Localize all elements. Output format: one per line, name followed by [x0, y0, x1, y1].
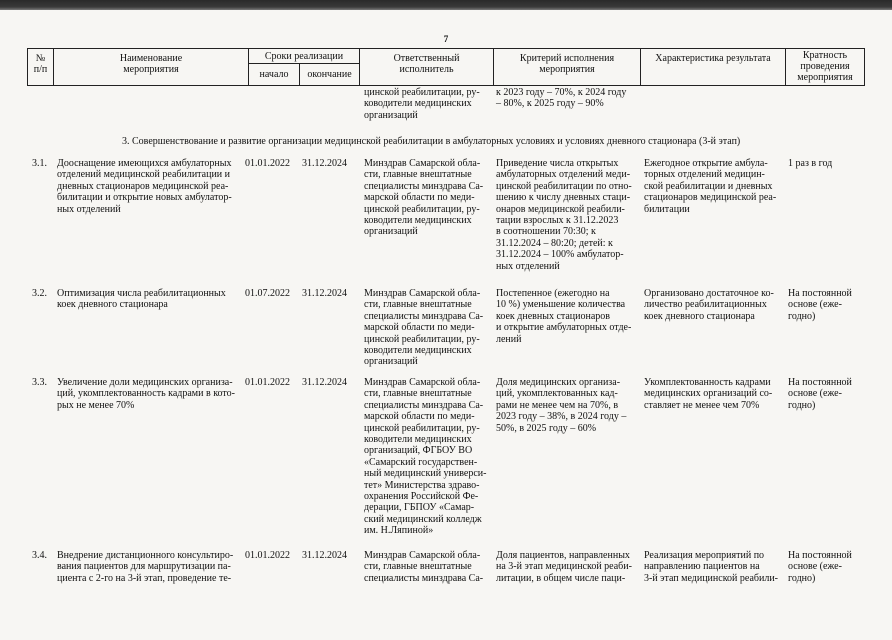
row-4-result-line: Реализация мероприятий по — [644, 550, 765, 561]
row-1-responsible-line: Минздрав Самарской обла- — [364, 158, 481, 169]
page-number: 7 — [443, 34, 449, 44]
row-1-responsible-line: ководители медицинских — [364, 215, 472, 227]
row-2-criterion-line: лений — [496, 333, 522, 345]
header-num: № п/п — [27, 48, 54, 86]
row-3-responsible-line: ский медицинский колледж — [364, 513, 482, 525]
header-terms: Сроки реализации — [248, 48, 360, 64]
row-4-responsible-line: специалисты минздрава Са- — [364, 572, 484, 584]
row-3-responsible — [364, 377, 492, 537]
row-4-name-line: циента с 2-го на 3-й этап, проведение те- — [57, 572, 232, 584]
row-4-name-line: Внедрение дистанционного консультиро- — [57, 550, 234, 561]
row-3-num — [32, 377, 54, 388]
section-title: 3. Совершенствование и развитие организации медицинской реабилитации в амбулаторных условиях и условиях дневного стационара (3-й этап) — [122, 136, 741, 147]
header-responsible: Ответственный исполнитель — [359, 48, 494, 86]
header-criterion: Критерий исполнения мероприятия — [493, 48, 641, 86]
row-2-name-line: коек дневного стационара — [57, 299, 168, 311]
row-4-responsible-line: Минздрав Самарской обла- — [364, 550, 481, 561]
row-1-criterion — [496, 158, 640, 272]
row-2-name — [57, 288, 245, 311]
row-3-frequency-line: основе (еже- — [788, 388, 842, 400]
row-1-criterion-line: 31.12.2024 – 100% амбулатор- — [496, 249, 624, 261]
row-1-start-line: 01.01.2022 — [245, 158, 290, 169]
header-frequency: Кратность проведения мероприятия — [785, 48, 865, 86]
row-2-criterion-line: Постепенное (ежегодно на — [496, 288, 610, 299]
row-3-criterion-line: 2023 году – 38%, в 2024 году – — [496, 411, 627, 423]
row-1-responsible-line: специалисты минздрава Са- — [364, 180, 484, 192]
row-1-num-line: 3.1. — [32, 158, 47, 169]
row-2-result — [644, 288, 784, 322]
row-4-end-line: 31.12.2024 — [302, 550, 347, 561]
carryover-criterion: к 2023 году – 70%, к 2024 году – 80%, к 2025 году – 90% — [496, 87, 627, 110]
row-2-responsible-line: Минздрав Самарской обла- — [364, 288, 481, 299]
row-1-responsible-line: марской области по меди- — [364, 192, 475, 204]
row-3-name-line: Увеличение доли медицинских организа- — [57, 377, 233, 388]
row-4-name — [57, 550, 245, 584]
row-1-end-line: 31.12.2024 — [302, 158, 347, 169]
row-2-result-line: Организовано достаточное ко- — [644, 288, 774, 299]
row-1-result-line: торных отделений медицин- — [644, 169, 765, 181]
row-4-responsible — [364, 550, 492, 584]
row-1-start — [245, 158, 297, 169]
row-1-frequency-line: 1 раз в год — [788, 158, 833, 169]
row-1-name — [57, 158, 245, 215]
carryover-responsible: цинской реабилитации, ру- ководители медицинских организаций — [364, 87, 480, 121]
header-end: окончание — [299, 63, 360, 86]
row-3-result-line: Укомплектованность кадрами — [644, 377, 771, 388]
header-start: начало — [248, 63, 300, 86]
row-1-name-line: Дооснащение имеющихся амбулаторных — [57, 158, 232, 169]
row-1-result — [644, 158, 784, 215]
row-4-start-line: 01.01.2022 — [245, 550, 290, 561]
row-3-responsible-line: тет» Министерства здраво- — [364, 479, 480, 491]
row-3-frequency — [788, 377, 862, 411]
row-3-responsible-line: организаций, ФГБОУ ВО — [364, 445, 473, 457]
row-1-result-line: билитации — [644, 203, 690, 215]
scan-edge — [0, 0, 892, 10]
row-2-criterion-line: 10 %) уменьшение количества — [496, 299, 626, 311]
row-3-responsible-line: ководители медицинских — [364, 434, 472, 446]
row-3-responsible-line: сти, главные внештатные — [364, 388, 472, 400]
row-4-frequency-line: На постоянной — [788, 550, 852, 561]
row-1-criterion-line: ных отделений — [496, 260, 560, 272]
row-1-name-line: отделений медицинской реабилитации и — [57, 169, 231, 181]
row-3-name — [57, 377, 245, 411]
row-2-responsible-line: организаций — [364, 356, 418, 368]
row-4-name-line: вания пациентов для маршрутизации па- — [57, 561, 231, 573]
row-4-frequency-line: годно) — [788, 572, 816, 584]
header-name: Наименование мероприятия — [53, 48, 249, 86]
row-1-end — [302, 158, 358, 169]
row-3-num-line: 3.3. — [32, 377, 47, 388]
row-1-responsible-line: сти, главные внештатные — [364, 169, 472, 181]
row-1-result-line: Ежегодное открытие амбула- — [644, 158, 768, 169]
row-3-responsible-line: «Самарский государствен- — [364, 456, 478, 468]
row-2-criterion-line: коек дневных стационаров — [496, 310, 611, 322]
row-4-criterion-line: Доля пациентов, направленных — [496, 550, 630, 561]
row-4-criterion-line: на 3-й этап медицинской реаби- — [496, 561, 632, 573]
row-3-criterion-line: ций, укомплектованных кад- — [496, 388, 618, 400]
row-3-responsible-line: им. Н.Ляпиной» — [364, 525, 434, 537]
row-1-criterion-line: амбулаторных отделений меди- — [496, 169, 631, 181]
row-1-responsible-line: организаций — [364, 226, 418, 238]
row-4-frequency-line: основе (еже- — [788, 561, 842, 573]
row-3-start-line: 01.01.2022 — [245, 377, 290, 388]
row-2-responsible-line: цинской реабилитации, ру- — [364, 333, 480, 345]
row-2-end — [302, 288, 358, 299]
row-3-criterion-line: рами не менее чем на 70%, в — [496, 399, 619, 411]
row-3-criterion-line: Доля медицинских организа- — [496, 377, 621, 388]
row-1-criterion-line: 31.12.2024 – 80:20; детей: к — [496, 237, 613, 249]
row-1-criterion-line: Приведение числа открытых — [496, 158, 619, 169]
row-2-num-line: 3.2. — [32, 288, 47, 299]
row-3-responsible-line: марской области по меди- — [364, 411, 475, 423]
row-2-frequency — [788, 288, 862, 322]
row-3-criterion-line: 50%, в 2025 году – 60% — [496, 422, 597, 434]
row-4-responsible-line: сти, главные внештатные — [364, 561, 472, 573]
row-1-result-line: ской реабилитации и дневных — [644, 180, 773, 192]
row-2-num — [32, 288, 54, 299]
row-4-start — [245, 550, 297, 561]
row-1-criterion-line: онаров медицинской реабили- — [496, 203, 625, 215]
row-4-num-line: 3.4. — [32, 550, 47, 561]
row-2-end-line: 31.12.2024 — [302, 288, 347, 299]
row-3-frequency-line: годно) — [788, 399, 816, 411]
row-4-end — [302, 550, 358, 561]
row-2-start-line: 01.07.2022 — [245, 288, 290, 299]
row-3-frequency-line: На постоянной — [788, 377, 852, 388]
row-3-responsible-line: специалисты минздрава Са- — [364, 399, 484, 411]
row-3-criterion — [496, 377, 640, 434]
row-3-responsible-line: дерации, ГБПОУ «Самар- — [364, 502, 475, 514]
row-1-responsible — [364, 158, 492, 238]
row-2-responsible-line: сти, главные внештатные — [364, 299, 472, 311]
row-1-name-line: ных отделений — [57, 203, 121, 215]
row-2-responsible — [364, 288, 492, 368]
row-2-criterion-line: и открытие амбулаторных отде- — [496, 322, 632, 334]
row-3-responsible-line: Минздрав Самарской обла- — [364, 377, 481, 388]
row-1-criterion-line: цинской реабилитации по отно- — [496, 180, 632, 192]
row-3-name-line: ций, укомплектованность кадрами в кото- — [57, 388, 235, 400]
row-3-result-line: ставляет не менее чем 70% — [644, 399, 760, 411]
row-3-responsible-line: охранения Российской Фе- — [364, 491, 479, 503]
row-2-responsible-line: ководители медицинских — [364, 345, 472, 357]
row-1-frequency — [788, 158, 862, 169]
row-4-criterion — [496, 550, 640, 584]
row-3-name-line: рых не менее 70% — [57, 399, 135, 411]
row-1-criterion-line: в соотношении 70:30; к — [496, 226, 596, 238]
row-2-responsible-line: марской области по меди- — [364, 322, 475, 334]
row-3-result-line: медицинских организаций со- — [644, 388, 773, 400]
row-2-frequency-line: На постоянной — [788, 288, 852, 299]
row-2-responsible-line: специалисты минздрава Са- — [364, 310, 484, 322]
row-3-end — [302, 377, 358, 388]
row-3-start — [245, 377, 297, 388]
row-1-responsible-line: цинской реабилитации, ру- — [364, 203, 480, 215]
row-3-responsible-line: ный медицинский универси- — [364, 468, 487, 480]
row-3-end-line: 31.12.2024 — [302, 377, 347, 388]
row-4-result-line: 3-й этап медицинской реабили- — [644, 572, 779, 584]
row-2-frequency-line: годно) — [788, 310, 816, 322]
row-1-name-line: билитации и открытие новых амбулатор- — [57, 192, 232, 204]
row-4-result — [644, 550, 784, 584]
row-1-name-line: дневных стационаров медицинской реа- — [57, 180, 229, 192]
row-2-criterion — [496, 288, 640, 345]
row-2-start — [245, 288, 297, 299]
row-4-criterion-line: литации, в общем числе паци- — [496, 572, 626, 584]
row-4-result-line: направлению пациентов на — [644, 561, 760, 573]
row-1-criterion-line: шению к числу дневных стаци- — [496, 192, 631, 204]
row-2-name-line: Оптимизация числа реабилитационных — [57, 288, 226, 299]
row-2-frequency-line: основе (еже- — [788, 299, 842, 311]
header-result: Характеристика результата — [640, 48, 786, 86]
row-4-num — [32, 550, 54, 561]
row-1-result-line: стационаров медицинской реа- — [644, 192, 777, 204]
row-2-result-line: личество реабилитационных — [644, 299, 767, 311]
row-3-responsible-line: цинской реабилитации, ру- — [364, 422, 480, 434]
row-1-num — [32, 158, 54, 169]
row-4-frequency — [788, 550, 862, 584]
row-2-result-line: коек дневного стационара — [644, 310, 755, 322]
row-1-criterion-line: тации взрослых к 31.12.2023 — [496, 215, 619, 227]
row-3-result — [644, 377, 784, 411]
